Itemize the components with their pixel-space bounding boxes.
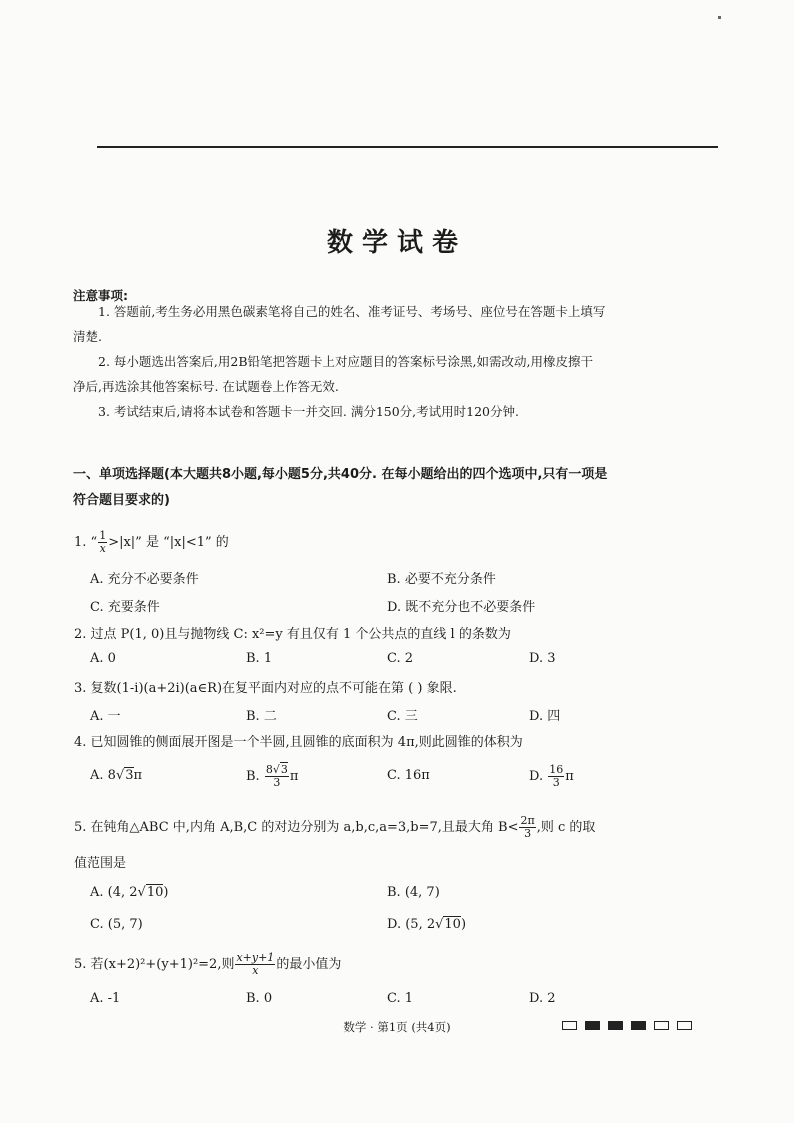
option-d: D. 3 [529, 651, 556, 666]
question-5 [74, 815, 595, 840]
option-text: A. (4, 2 [90, 885, 138, 900]
marker-box-empty [562, 1021, 577, 1030]
question-3 [74, 677, 457, 696]
option-a: A. 一 [90, 709, 121, 724]
pi-symbol: π [133, 768, 143, 783]
question-text: 过点 P(1, 0)且与抛物线 C: x²=y 有且仅有 1 个公共点的直线 l 的条数为 [90, 627, 511, 642]
sqrt-sign [138, 885, 146, 900]
header-rule [97, 146, 718, 148]
question-text-tail: ,则 c 的取 [536, 820, 596, 835]
question-number: 1. [74, 535, 87, 550]
option-a [90, 885, 168, 900]
option-d: D. 四 [529, 709, 561, 724]
option-c: C. 2 [387, 651, 414, 666]
fraction-numerator: 1 [99, 529, 107, 542]
sqrt-sign [273, 763, 280, 776]
fraction [98, 530, 107, 555]
notice-heading: 注意事项: [73, 288, 128, 303]
marker-box-filled [585, 1021, 600, 1030]
radicand: 3 [125, 768, 134, 783]
option-c: C. 充要条件 [90, 600, 160, 615]
fraction-numerator: x+y+1 [236, 951, 275, 964]
fraction-numerator: 2π [520, 814, 535, 827]
fraction [265, 764, 289, 789]
marker-box-empty [677, 1021, 692, 1030]
question-5-line-2: 值范围是 [74, 856, 127, 871]
question-text: >|x|” 是 “|x|<1” 的 [108, 535, 229, 550]
option-c: C. (5, 7) [90, 917, 143, 932]
option-text: D. (5, 2 [387, 917, 436, 932]
option-d [529, 764, 574, 789]
section-heading [73, 462, 673, 514]
question-text: 已知圆锥的侧面展开图是一个半圆,且圆锥的底面积为 4π,则此圆锥的体积为 [90, 735, 523, 750]
option-text-tail: ) [163, 885, 169, 900]
quote-open: “ [90, 535, 98, 550]
pi-symbol: π [565, 769, 574, 784]
question-number: 5. [74, 957, 87, 972]
question-number: 3. [74, 681, 87, 696]
option-label: D. [529, 769, 544, 784]
option-a: A. -1 [90, 991, 121, 1006]
option-b: B. 1 [246, 651, 273, 666]
fraction [519, 815, 535, 840]
option-b: B. 二 [246, 709, 277, 724]
option-b: B. 0 [246, 991, 273, 1006]
option-b [246, 764, 298, 789]
radicand: 3 [280, 763, 288, 776]
fraction-denominator: 3 [273, 776, 281, 789]
scan-mark [718, 16, 721, 19]
question-6 [74, 952, 341, 977]
fraction-denominator: x [99, 542, 106, 555]
question-text: 在钝角△ABC 中,内角 A,B,C 的对边分别为 a,b,c,a=3,b=7,且最大角 B< [90, 820, 519, 835]
question-1 [74, 530, 229, 555]
marker-box-filled [608, 1021, 623, 1030]
question-4 [74, 731, 523, 750]
marker-box-filled [631, 1021, 646, 1030]
option-label: A. 8 [90, 768, 116, 783]
option-d: D. 既不充分也不必要条件 [387, 600, 536, 615]
question-number: 2. [74, 627, 87, 642]
fraction-denominator: 3 [552, 776, 560, 789]
question-text-tail: 的最小值为 [276, 957, 342, 972]
notice-item-2a: 2. 每小题选出答案后,用2B铅笔把答题卡上对应题目的答案标号涂黑,如需改动,用橡皮擦干 [98, 354, 593, 369]
option-text-tail: ) [460, 917, 467, 932]
notice-block [73, 299, 673, 424]
fraction-denominator: 3 [524, 827, 532, 840]
notice-item-1a: 1. 答题前,考生务必用黑色碳素笔将自己的姓名、准考证号、考场号、座位号在答题卡上填写 [98, 304, 606, 319]
option-a [90, 768, 142, 783]
radicand: 10 [146, 885, 164, 900]
pi-symbol: π [289, 769, 299, 784]
question-number: 4. [74, 735, 87, 750]
option-b: B. 必要不充分条件 [387, 572, 496, 587]
section-line-2: 符合题目要求的) [73, 493, 170, 508]
option-d: D. 2 [529, 991, 556, 1006]
notice-item-3: 3. 考试结束后,请将本试卷和答题卡一并交回. 满分150分,考试用时120分钟. [98, 404, 519, 419]
question-number: 5. [74, 820, 87, 835]
option-a: A. 0 [90, 651, 116, 666]
fraction-numerator: 16 [549, 763, 564, 776]
question-text: 若(x+2)²+(y+1)²=2,则 [90, 957, 235, 972]
option-c: C. 1 [387, 991, 414, 1006]
marker-box-empty [654, 1021, 669, 1030]
fraction-denominator: x [252, 964, 259, 977]
radicand: 10 [444, 917, 461, 932]
page-footer: 数学 · 第1页 (共4页) [343, 1020, 451, 1034]
fraction [548, 764, 564, 789]
fraction [235, 952, 275, 977]
option-label: B. [246, 769, 260, 784]
option-c: C. 16π [387, 768, 430, 783]
option-d [387, 917, 466, 932]
sqrt-sign [116, 768, 124, 783]
section-line-1: 一、单项选择题(本大题共8小题,每小题5分,共40分. 在每小题给出的四个选项中,只有一项是 [73, 467, 608, 482]
option-b: B. (4, 7) [387, 885, 440, 900]
option-a: A. 充分不必要条件 [90, 572, 199, 587]
notice-item-2b: 净后,再选涂其他答案标号. 在试题卷上作答无效. [73, 379, 339, 394]
coefficient: 8 [265, 763, 273, 776]
marker-boxes [562, 1021, 692, 1030]
page-title: 数学试卷 [326, 228, 467, 258]
notice-item-1b: 清楚. [73, 329, 102, 344]
option-c: C. 三 [387, 709, 418, 724]
question-text: 复数(1-i)(a+2i)(a∈R)在复平面内对应的点不可能在第 ( ) 象限. [90, 681, 457, 696]
question-2 [74, 623, 511, 642]
